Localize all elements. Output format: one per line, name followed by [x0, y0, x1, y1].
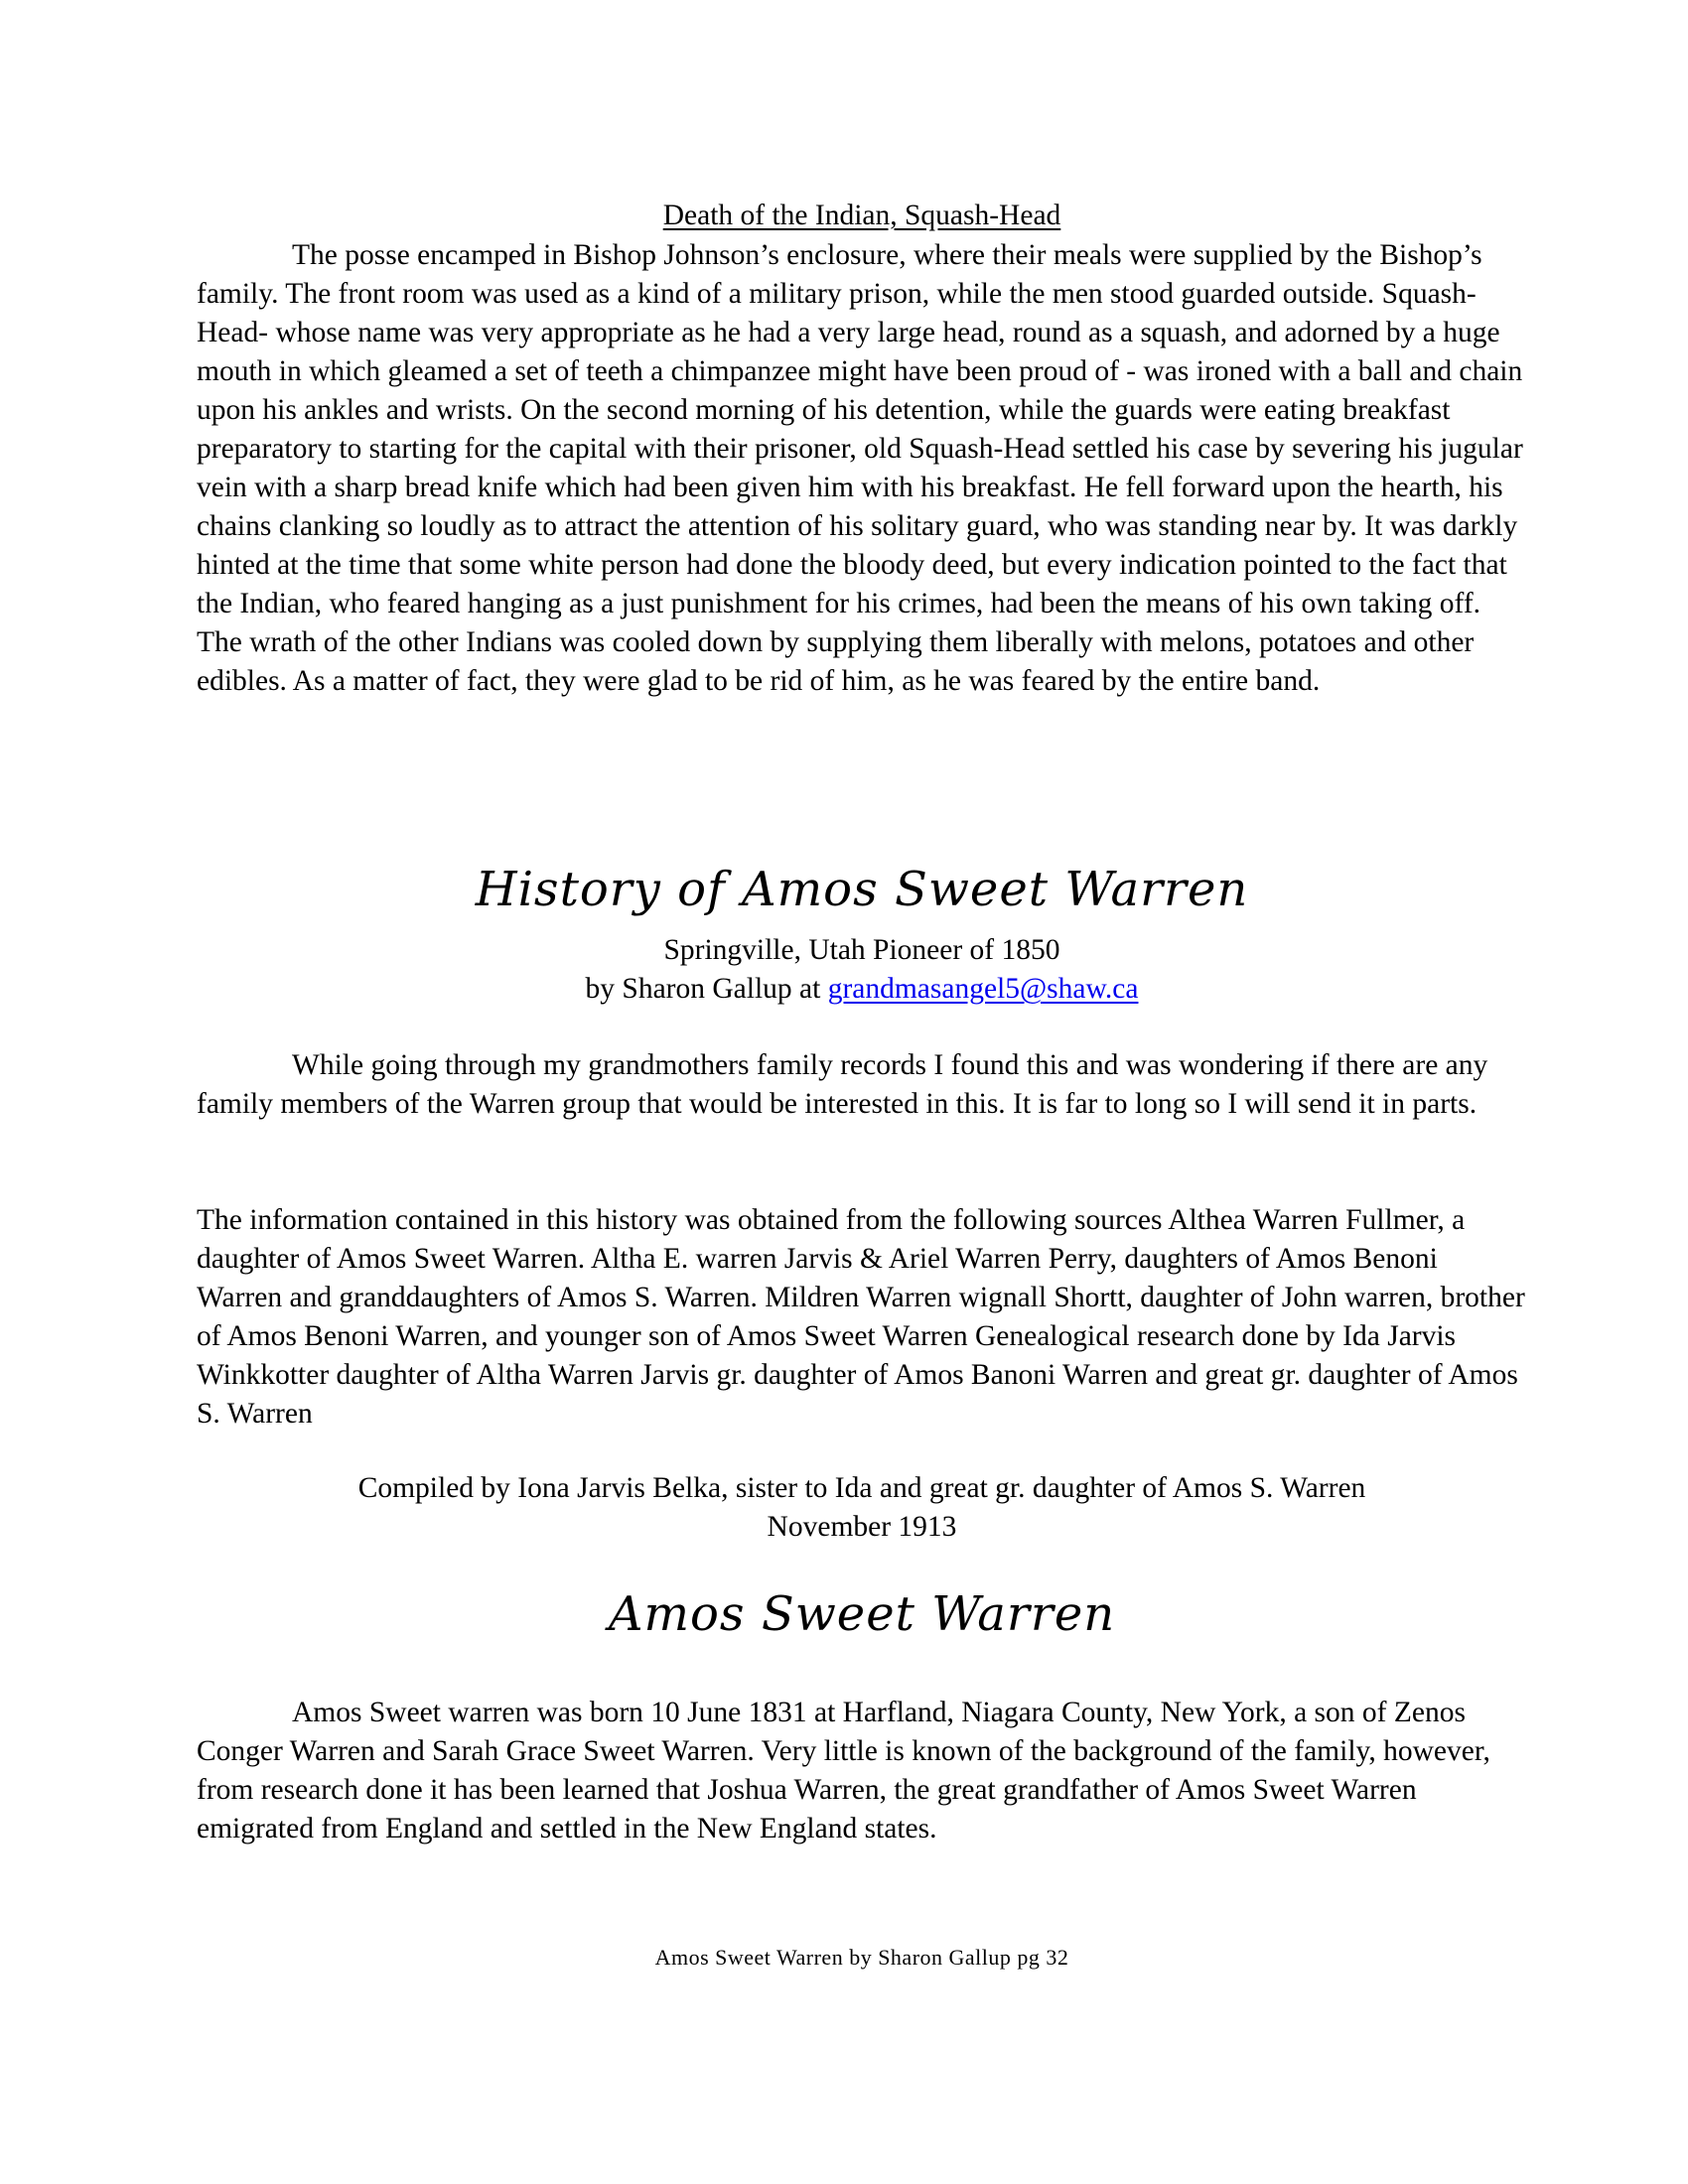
amos-title: Amos Sweet Warren — [608, 1586, 1116, 1642]
history-subtitle: Springville, Utah Pioneer of 1850 — [663, 934, 1060, 966]
squash-head-paragraph: The posse encamped in Bishop Johnson’s enclosure, where their meals were supplied by the Bishop’s family. The front room was used as a kind of a military prison, while the men stood guarded outside. Squash-Head- whose name was very appropriate as he had a very large head, round as a squash, and adorned by a huge mouth in which gleamed a set of teeth a chimpanzee might have been proud of - was ironed with a ball and chain upon his ankles and wrists. On the second morning of his detention, while the guards were eating breakfast preparatory to starting for the capital with their prisoner, old Squash-Head settled his case by severing his jugular vein with a sharp bread knife which had been given him with his breakfast. He fell forward upon the hearth, his chains clanking so loudly as to attract the attention of his solitary guard, who was standing near by. It was darkly hinted at the time that some white person had done the bloody deed, but every indication pointed to the fact that the Indian, who feared hanging as a just punishment for his crimes, had been the means of his own taking off. The wrath of the other Indians was cooled down by supplying them liberally with melons, potatoes and other edibles. As a matter of fact, they were glad to be rid of him, as he was feared by the entire band. — [197, 239, 1523, 697]
compiled-date: November 1913 — [767, 1511, 957, 1543]
amos-paragraph: Amos Sweet warren was born 10 June 1831 at Harfland, Niagara County, New York, a son of Zenos Conger Warren and Sarah Grace Sweet Warren. Very little is known of the background of the family, however, from research done it has been learned that Joshua Warren, the great grandfather of Amos Sweet Warren emigrated from England and settled in the New England states. — [197, 1697, 1490, 1844]
page-footer: Amos Sweet Warren by Sharon Gallup pg 32 — [654, 1945, 1069, 1970]
history-byline — [197, 970, 1527, 1009]
compiled-by-line: Compiled by Iona Jarvis Belka, sister to Ida and great gr. daughter of Amos S. Warren — [357, 1472, 1366, 1504]
intro-paragraph: While going through my grandmothers family records I found this and was wondering if there are any family members of the Warren group that would be interested in this. It is far to long so I will send it in parts. — [197, 1049, 1488, 1120]
section-heading: Death of the Indian, Squash-Head — [662, 200, 1061, 231]
section-heading-block — [197, 197, 1527, 235]
byline-prefix: by Sharon Gallup at — [585, 973, 828, 1005]
history-title: History of Amos Sweet Warren — [475, 862, 1249, 917]
author-email-link[interactable]: grandmasangel5@shaw.ca — [827, 973, 1139, 1005]
sources-paragraph: The information contained in this history was obtained from the following sources Althea Warren Fullmer, a daughter of Amos Sweet Warren. Altha E. warren Jarvis & Ariel Warren Perry, daughters of Amos Benoni Warren and granddaughters of Amos S. Warren. Mildren Warren wignall Shortt, daughter of John warren, brother of Amos Benoni Warren, and younger son of Amos Sweet Warren Genealogical research done by Ida Jarvis Winkkotter daughter of Altha Warren Jarvis gr. daughter of Amos Banoni Warren and great gr. daughter of Amos S. Warren — [197, 1204, 1525, 1430]
